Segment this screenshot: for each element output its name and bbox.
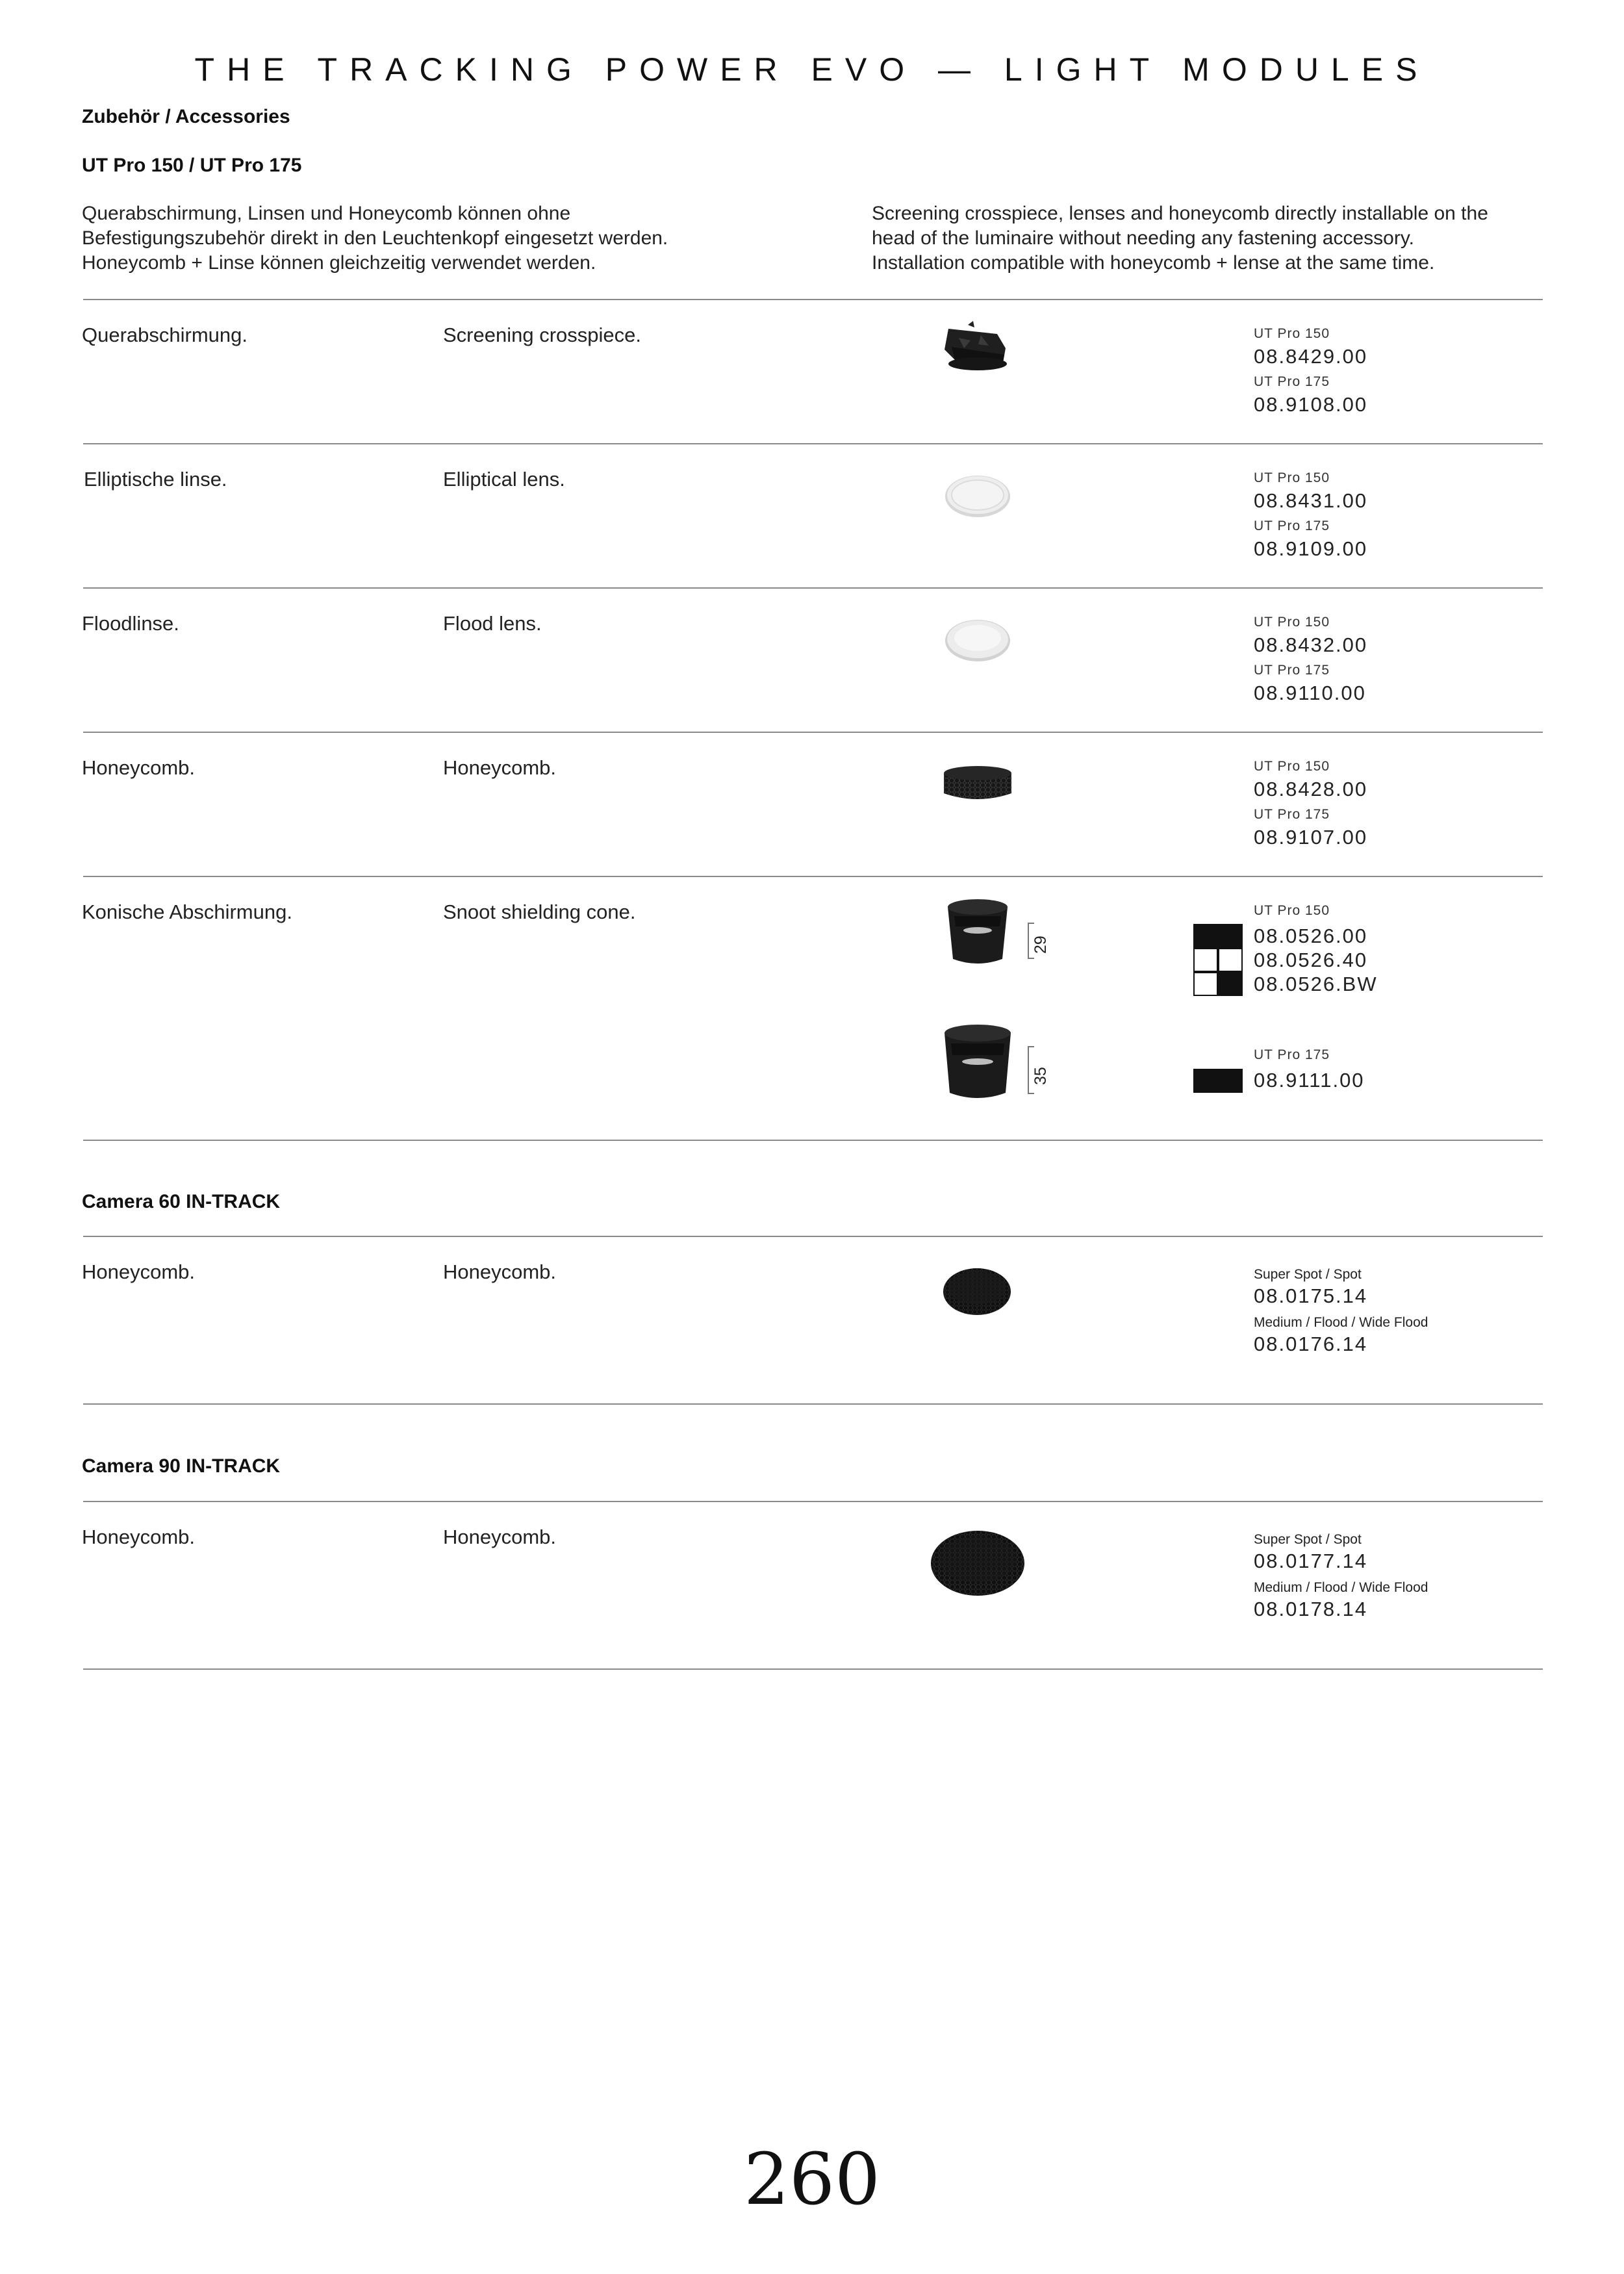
row-label-en: Snoot shielding cone. [443, 901, 636, 923]
black-finish-swatch [1218, 972, 1243, 996]
article-code: 08.0176.14 [1254, 1333, 1368, 1355]
table-row [0, 733, 1624, 876]
row-label-en: Honeycomb. [443, 756, 557, 779]
group-title-camera-60: Camera 60 IN-TRACK [82, 1191, 281, 1212]
model-label: UT Pro 175 [1254, 663, 1330, 678]
table-row [0, 589, 1624, 732]
dimension-tick [1028, 1093, 1034, 1094]
article-code: 08.8428.00 [1254, 778, 1368, 800]
model-label: UT Pro 150 [1254, 326, 1330, 341]
table-row [0, 300, 1624, 443]
group-title-camera-90: Camera 90 IN-TRACK [82, 1455, 281, 1477]
honeycomb-camera-90-icon [929, 1526, 1026, 1598]
article-code: 08.8429.00 [1254, 345, 1368, 368]
snoot-cone-175-icon [942, 1021, 1013, 1103]
divider [83, 1668, 1543, 1670]
dimension-line [1028, 923, 1029, 959]
honeycomb-camera-60-icon [941, 1263, 1013, 1318]
article-code: 08.0177.14 [1254, 1550, 1368, 1572]
black-finish-swatch [1193, 1069, 1243, 1093]
table-row [0, 444, 1624, 587]
article-code: 08.8432.00 [1254, 633, 1368, 656]
model-label: UT Pro 150 [1254, 759, 1330, 774]
model-label: UT Pro 175 [1254, 374, 1330, 389]
row-label-en: Screening crosspiece. [443, 324, 641, 346]
dimension-tick [1028, 958, 1034, 959]
row-label-en: Flood lens. [443, 612, 542, 635]
snoot-cone-150-icon [945, 897, 1010, 968]
row-label-de: Honeycomb. [82, 1260, 196, 1283]
article-code: 08.8431.00 [1254, 489, 1368, 512]
row-label-de: Honeycomb. [82, 756, 196, 779]
article-code: 08.0526.40 [1254, 949, 1368, 971]
white-finish-swatch [1218, 948, 1243, 972]
model-label: UT Pro 175 [1254, 1047, 1330, 1062]
row-label-de: Elliptische linse. [84, 468, 227, 491]
white-finish-swatch [1193, 948, 1218, 972]
article-code: 08.9109.00 [1254, 537, 1368, 560]
honeycomb-icon [939, 756, 1017, 811]
elliptical-lens-icon [942, 469, 1013, 521]
beam-option-label: Super Spot / Spot [1254, 1267, 1362, 1282]
black-finish-swatch [1193, 924, 1243, 948]
page-title: THE TRACKING POWER EVO — LIGHT MODULES [194, 51, 1430, 88]
intro-german: Querabschirmung, Linsen und Honeycomb können ohne Befestigungszubehör direkt in den Leuchtenkopf eingesetzt werden. Honeycomb + Linse können gleichzeitig verwendet werden. [82, 203, 668, 274]
dimension-label-35: 35 [1032, 1067, 1050, 1085]
beam-option-label: Super Spot / Spot [1254, 1532, 1362, 1547]
model-label: UT Pro 150 [1254, 903, 1330, 918]
article-code: 08.9108.00 [1254, 393, 1368, 416]
row-label-en: Honeycomb. [443, 1526, 557, 1548]
table-row [0, 877, 1624, 1140]
screening-crosspiece-icon [935, 320, 1020, 378]
model-label: UT Pro 175 [1254, 518, 1330, 533]
white-finish-swatch [1193, 972, 1218, 996]
dimension-label-29: 29 [1032, 936, 1050, 954]
divider [83, 1403, 1543, 1405]
article-code: 08.9111.00 [1254, 1069, 1365, 1092]
article-code: 08.0526.00 [1254, 925, 1368, 947]
row-label-de: Konische Abschirmung. [82, 901, 292, 923]
model-label: UT Pro 175 [1254, 807, 1330, 822]
divider [83, 1140, 1543, 1141]
beam-option-label: Medium / Flood / Wide Flood [1254, 1315, 1428, 1330]
dimension-line [1028, 1046, 1029, 1094]
row-label-en: Honeycomb. [443, 1260, 557, 1283]
group-title-ut-pro: UT Pro 150 / UT Pro 175 [82, 155, 302, 176]
dimension-tick [1028, 1046, 1034, 1047]
row-label-de: Floodlinse. [82, 612, 179, 635]
article-code: 08.9107.00 [1254, 826, 1368, 849]
row-label-de: Querabschirmung. [82, 324, 248, 346]
dimension-tick [1028, 923, 1034, 924]
beam-option-label: Medium / Flood / Wide Flood [1254, 1580, 1428, 1595]
row-label-en: Elliptical lens. [443, 468, 565, 491]
table-row [0, 1237, 1624, 1403]
model-label: UT Pro 150 [1254, 470, 1330, 485]
article-code: 08.0526.BW [1254, 973, 1378, 995]
article-code: 08.9110.00 [1254, 682, 1366, 704]
row-label-de: Honeycomb. [82, 1526, 196, 1548]
intro-english: Screening crosspiece, lenses and honeycomb directly installable on the head of the luminaire without needing any fastening accessory. Installation compatible with honeycomb + lense at the same time. [872, 203, 1488, 274]
section-label: Zubehör / Accessories [82, 106, 290, 127]
table-row [0, 1502, 1624, 1668]
article-code: 08.0175.14 [1254, 1284, 1368, 1307]
page-number: 260 [744, 2138, 880, 2221]
article-code: 08.0178.14 [1254, 1598, 1368, 1620]
model-label: UT Pro 150 [1254, 615, 1330, 630]
flood-lens-icon [942, 613, 1013, 665]
